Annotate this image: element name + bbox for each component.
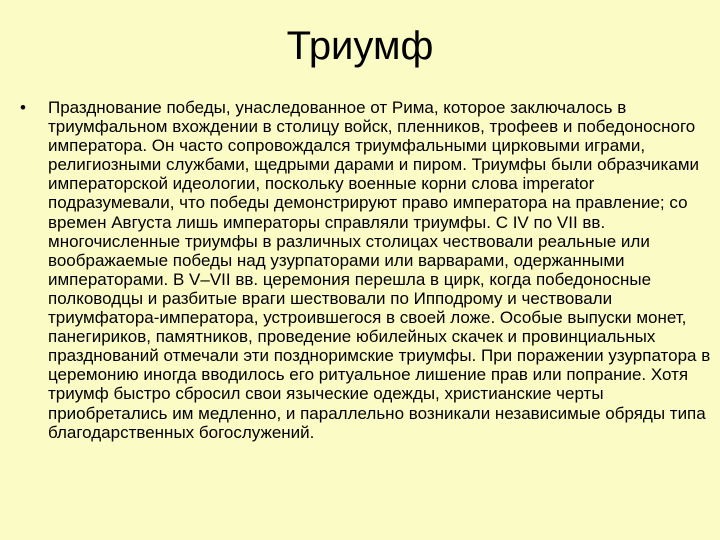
bullet-text: Празднование победы, унаследованное от Рима, которое заключалось в триумфальном вхождении в столицу войск, пленников, трофеев и победоносного императора. Он часто сопровождался триумфальными цирковыми играми, религиозными службами, щедрыми дарами и пиром. Триумфы были образчиками императорской идеологии, поскольку военные корни слова imperator подразумевали, что победы демонстрируют право императора на правление; со времен Августа лишь императоры справляли триумфы. С IV по VII вв. многочисленные триумфы в различных столицах чествовали реальные или воображаемые победы над узурпаторами или варварами, одержанными императорами. В V–VII вв. церемония перешла в цирк, когда победоносные полководцы и разбитые враги шествовали по Ипподрому и чествовали триумфатора-императора, устроившегося в своей ложе. Особые выпуски монет, панегириков, памятников, проведение юбилейных скачек и провинциальных празднований отмечали эти поздноримские триумфы. При поражении узурпатора в церемонию иногда вводилось его ритуальное лишение прав или попрание. Хотя триумф быстро сбросил свои языческие одежды, христианские черты приобретались им медленно, и параллельно возникали независимые обряды типа благодарственных богослужений.: [48, 98, 711, 442]
bullet-item: [20, 98, 714, 442]
bullet-marker: •: [20, 98, 26, 117]
slide-title: Триумф: [286, 24, 434, 68]
slide-content: [20, 98, 714, 442]
